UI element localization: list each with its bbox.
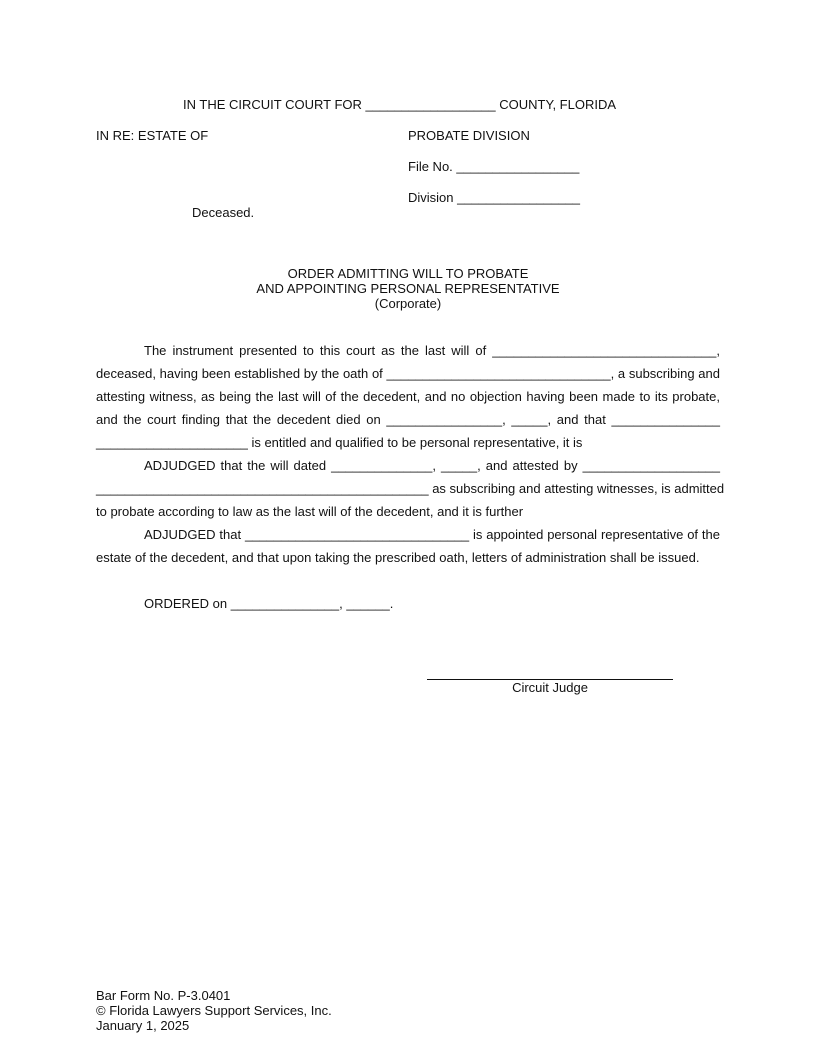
court-caption: IN THE CIRCUIT COURT FOR __________________ COUNTY, FLORIDA — [183, 97, 617, 112]
bar-form-number: Bar Form No. P-3.0401 — [96, 988, 231, 1003]
body-line-9: ADJUDGED that _______________________________ is appointed personal representative of the — [144, 527, 720, 542]
body-line-2: deceased, having been established by the oath of _______________________________, a subscribing and — [96, 366, 720, 381]
body-line-1: The instrument presented to this court as the last will of _______________________________, — [144, 343, 720, 358]
body-line-6: ADJUDGED that the will dated ______________, _____, and attested by ___________________ — [144, 458, 720, 473]
body-line-3: attesting witness, as being the last will of the decedent, and no objection having been made to its probate, — [96, 389, 720, 404]
document-title-line-3: (Corporate) — [374, 296, 442, 311]
document-title-line-2: AND APPOINTING PERSONAL REPRESENTATIVE — [256, 281, 560, 296]
body-line-4: and the court finding that the decedent died on ________________, _____, and that _______________ — [96, 412, 720, 427]
copyright-notice: © Florida Lawyers Support Services, Inc. — [96, 1003, 332, 1018]
ordered-date-line: ORDERED on _______________, ______. — [144, 596, 394, 611]
file-number-field: File No. _________________ — [408, 159, 580, 174]
deceased-label: Deceased. — [192, 205, 255, 220]
circuit-judge-label: Circuit Judge — [512, 680, 588, 695]
body-line-7: ______________________________________________ as subscribing and attesting witnesses, is admitted — [96, 481, 725, 496]
division-field: Division _________________ — [408, 190, 581, 205]
probate-division-label: PROBATE DIVISION — [408, 128, 530, 143]
body-line-8: to probate according to law as the last will of the decedent, and it is further — [96, 504, 524, 519]
body-line-10: estate of the decedent, and that upon taking the prescribed oath, letters of administration shall be issued. — [96, 550, 700, 565]
document-title-line-1: ORDER ADMITTING WILL TO PROBATE — [287, 266, 529, 281]
form-date: January 1, 2025 — [96, 1018, 190, 1033]
body-line-5: _____________________ is entitled and qualified to be personal representative, it is — [96, 435, 583, 450]
in-re-label: IN RE: ESTATE OF — [96, 128, 209, 143]
